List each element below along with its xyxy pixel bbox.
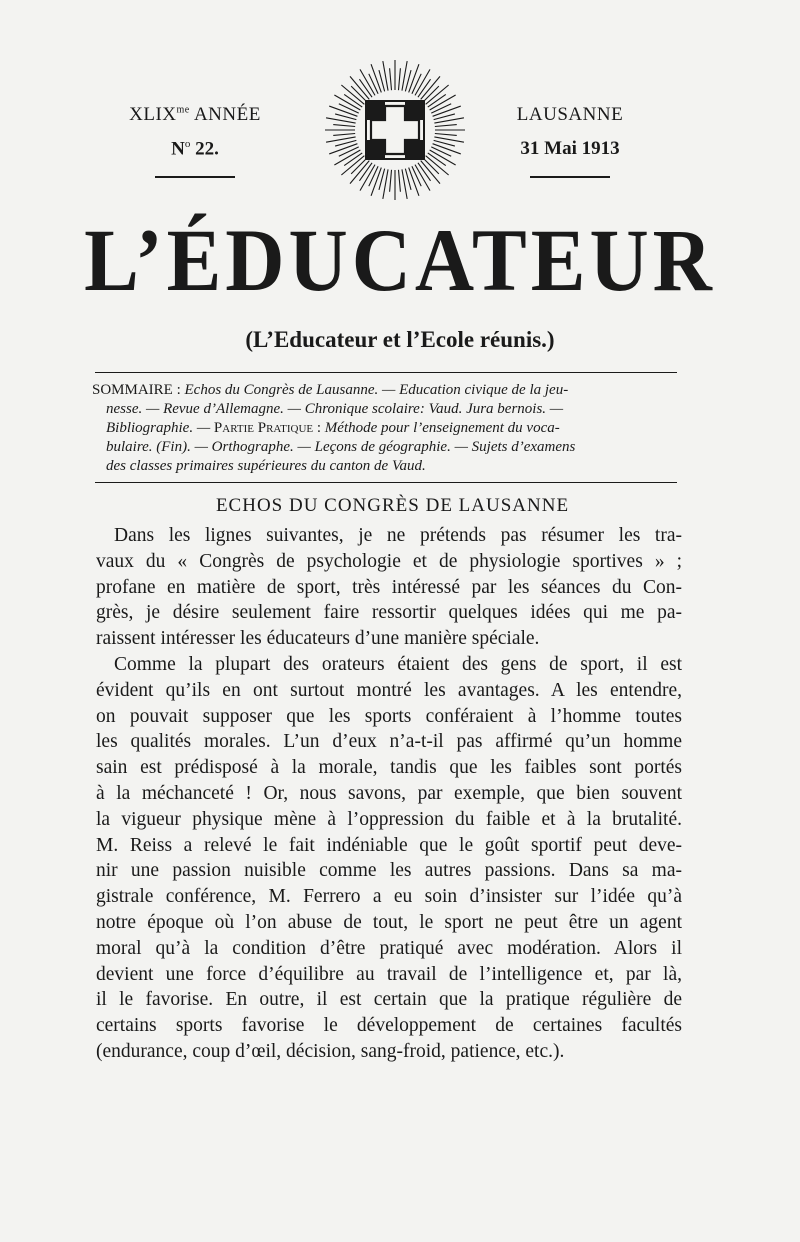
text-line: notre époque où l’on abuse de tout, le sport ne peut être un agent [96, 911, 682, 933]
divider [95, 482, 677, 483]
journal-title: L’ÉDUCATEUR [84, 211, 716, 310]
issue-info [110, 104, 280, 178]
divider [530, 176, 610, 178]
summary-line: SOMMAIRE : Echos du Congrès de Lausanne. — Education civique de la jeu- [92, 382, 569, 398]
text-line: M. Reiss a relevé le fait indéniable que le goût sportif peut deve- [96, 834, 682, 856]
summary-line: des classes primaires supérieures du canton de Vaud. [106, 458, 426, 474]
table-of-contents [92, 381, 682, 476]
text-line: à la méchanceté ! Or, nous savons, par exemple, que bien souvent [96, 782, 682, 804]
city-label: LAUSANNE [516, 104, 624, 125]
year-label: $XLIX^{me}$ ANNÉE [129, 104, 261, 125]
text-line: raissent intéresser les éducateurs d’une manière spéciale. [96, 628, 540, 650]
text-line: nir une passion nuisible comme les autres passions. Dans sa ma- [96, 860, 682, 882]
swiss-cross-emblem-icon [323, 58, 467, 202]
text-line: il le favorise. En outre, il est certain que la pratique régulière de [96, 989, 682, 1011]
text-line: grès, je désire seulement faire ressortir quelques idées qui me pa- [96, 602, 682, 624]
text-line: vaux du « Congrès de psychologie et de physiologie sportives » ; [96, 550, 682, 572]
divider [155, 176, 235, 178]
summary-line: Bibliographie. — Partie Pratique : Méthode pour l’enseignement du voca- [106, 420, 560, 436]
divider [95, 372, 677, 373]
text-line: la vigueur physique mène à l’oppression du faible et à la brutalité. [96, 808, 682, 830]
text-line: Dans les lignes suivantes, je ne prétends pas résumer les tra- [114, 525, 682, 546]
text-line: on pouvait supposer que les sports conféraient à l’homme toutes [96, 705, 682, 727]
article-body [96, 523, 682, 1065]
article-heading: ECHOS DU CONGRÈS DE LAUSANNE [215, 495, 570, 516]
issue-number: $N^o$ 22. [171, 138, 219, 160]
text-line: les qualités morales. L’un d’eux n’a-t-il pas affirmé qu’un homme [96, 731, 682, 753]
text-line: certains sports favorise le développement de certaines facultés [96, 1015, 682, 1037]
text-line: (endurance, coup d’œil, décision, sang-froid, patience, etc.). [96, 1040, 565, 1062]
text-line: gistrale conférence, M. Ferrero a eu soin d’insister sur l’idée qu’à [96, 886, 682, 908]
issue-date: 31 Mai 1913 [520, 138, 620, 159]
text-line: moral qu’à la condition d’être pratiqué avec modération. Alors il [96, 937, 682, 959]
text-line: évident qu’ils en ont surtout montré les avantages. A les entendre, [96, 679, 682, 701]
text-line: sain est prédisposé à la morale, tandis que les faibles sont portés [96, 757, 682, 779]
summary-line: nesse. — Revue d’Allemagne. — Chronique scolaire: Vaud. Jura bernois. — [106, 401, 564, 417]
place-date [490, 104, 650, 178]
summary-line: bulaire. (Fin). — Orthographe. — Leçons de géographie. — Sujets d’examens [106, 439, 576, 455]
text-line: devient une force d’équilibre au travail de l’intelligence et, par là, [96, 963, 682, 985]
journal-subtitle: (L’Educateur et l’Ecole réunis.) [245, 327, 555, 352]
text-line: Comme la plupart des orateurs étaient des gens de sport, il est [114, 653, 682, 675]
text-line: profane en matière de sport, très intéressé par les séances du Con- [96, 576, 682, 598]
